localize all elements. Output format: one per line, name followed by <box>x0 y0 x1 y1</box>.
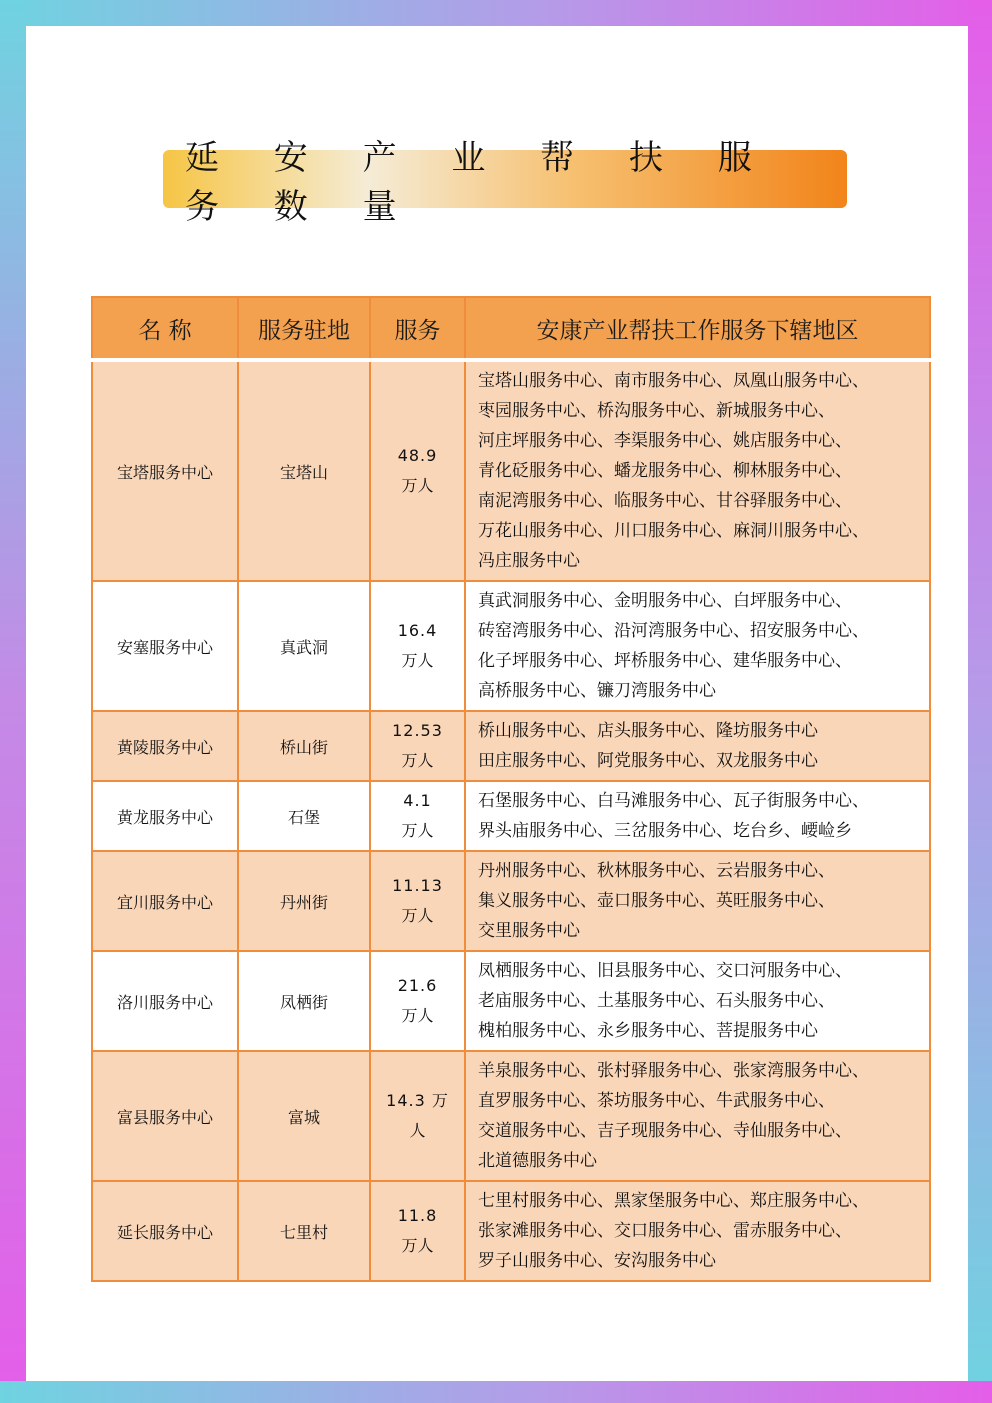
areas-cell <box>465 581 930 711</box>
center-name: 延长服务中心 <box>92 1181 238 1281</box>
center-name: 宜川服务中心 <box>92 851 238 951</box>
service-unit: 万人 <box>401 821 434 840</box>
area-line: 万花山服务中心、川口服务中心、麻洞川服务中心、 <box>478 521 869 541</box>
area-line: 高桥服务中心、镰刀湾服务中心 <box>478 681 716 701</box>
center-location: 桥山街 <box>238 711 370 781</box>
center-location: 真武洞 <box>238 581 370 711</box>
area-line: 张家滩服务中心、交口服务中心、雷赤服务中心、 <box>478 1221 852 1241</box>
area-line: 北道德服务中心 <box>478 1151 597 1171</box>
service-number: 11.8 <box>397 1206 438 1225</box>
service-number: 12.53 <box>392 721 443 740</box>
service-count <box>370 781 465 851</box>
service-count <box>370 360 465 581</box>
service-number: 21.6 <box>397 976 438 995</box>
area-line: 枣园服务中心、桥沟服务中心、新城服务中心、 <box>478 401 835 421</box>
area-line: 槐柏服务中心、永乡服务中心、菩提服务中心 <box>478 1021 818 1041</box>
center-name: 洛川服务中心 <box>92 951 238 1051</box>
center-location: 凤栖街 <box>238 951 370 1051</box>
service-unit: 万人 <box>401 1236 434 1255</box>
frame-top-border <box>0 0 992 26</box>
area-line: 冯庄服务中心 <box>478 551 580 571</box>
page-title: 延 安 产 业 帮 扶 服 务 数 量 <box>185 138 774 227</box>
area-line: 石堡服务中心、白马滩服务中心、瓦子街服务中心、 <box>478 791 869 811</box>
area-line: 砖窑湾服务中心、沿河湾服务中心、招安服务中心、 <box>478 621 869 641</box>
frame-left-border <box>0 0 26 1403</box>
center-name: 黄陵服务中心 <box>92 711 238 781</box>
area-line: 罗子山服务中心、安沟服务中心 <box>478 1251 716 1271</box>
table-row <box>92 1181 930 1281</box>
header-name: 名 称 <box>92 297 238 360</box>
frame-right-border <box>968 0 992 1403</box>
areas-cell <box>465 711 930 781</box>
table-row <box>92 711 930 781</box>
service-number: 14.3 万 <box>386 1091 449 1110</box>
area-line: 七里村服务中心、黑家堡服务中心、郑庄服务中心、 <box>478 1191 869 1211</box>
area-line: 宝塔山服务中心、南市服务中心、凤凰山服务中心、 <box>478 371 869 391</box>
area-line: 羊泉服务中心、张村驿服务中心、张家湾服务中心、 <box>478 1061 869 1081</box>
area-line: 河庄坪服务中心、李渠服务中心、姚店服务中心、 <box>478 431 852 451</box>
header-location: 服务驻地 <box>238 297 370 360</box>
title-banner <box>163 138 847 227</box>
table-row <box>92 360 930 581</box>
areas-cell <box>465 851 930 951</box>
service-unit: 万人 <box>401 1006 434 1025</box>
service-unit: 人 <box>409 1121 426 1140</box>
frame-bottom-border <box>0 1381 992 1403</box>
service-number: 4.1 <box>403 791 432 810</box>
area-line: 青化砭服务中心、蟠龙服务中心、柳林服务中心、 <box>478 461 852 481</box>
service-count <box>370 851 465 951</box>
service-count <box>370 581 465 711</box>
center-name: 黄龙服务中心 <box>92 781 238 851</box>
area-line: 化子坪服务中心、坪桥服务中心、建华服务中心、 <box>478 651 852 671</box>
header-service: 服务 <box>370 297 465 360</box>
area-line: 桥山服务中心、店头服务中心、隆坊服务中心 <box>478 721 818 741</box>
table-row <box>92 951 930 1051</box>
center-location: 富城 <box>238 1051 370 1181</box>
area-line: 交道服务中心、吉子现服务中心、寺仙服务中心、 <box>478 1121 852 1141</box>
center-location: 七里村 <box>238 1181 370 1281</box>
area-line: 田庄服务中心、阿党服务中心、双龙服务中心 <box>478 751 818 771</box>
table-row <box>92 1051 930 1181</box>
service-unit: 万人 <box>401 906 434 925</box>
area-line: 丹州服务中心、秋林服务中心、云岩服务中心、 <box>478 861 835 881</box>
area-line: 真武洞服务中心、金明服务中心、白坪服务中心、 <box>478 591 852 611</box>
service-unit: 万人 <box>401 751 434 770</box>
service-count <box>370 951 465 1051</box>
service-count <box>370 1051 465 1181</box>
area-line: 南泥湾服务中心、临服务中心、甘谷驿服务中心、 <box>478 491 852 511</box>
table-row <box>92 581 930 711</box>
center-name: 安塞服务中心 <box>92 581 238 711</box>
table-header-row <box>92 297 930 360</box>
service-number: 11.13 <box>392 876 443 895</box>
center-name: 富县服务中心 <box>92 1051 238 1181</box>
service-number: 16.4 <box>397 621 438 640</box>
area-line: 老庙服务中心、土基服务中心、石头服务中心、 <box>478 991 835 1011</box>
areas-cell <box>465 1051 930 1181</box>
area-line: 界头庙服务中心、三岔服务中心、圪台乡、崾崄乡 <box>478 821 852 841</box>
center-location: 石堡 <box>238 781 370 851</box>
service-unit: 万人 <box>401 651 434 670</box>
table-row <box>92 781 930 851</box>
areas-cell <box>465 360 930 581</box>
area-line: 交里服务中心 <box>478 921 580 941</box>
service-count <box>370 711 465 781</box>
table-row <box>92 851 930 951</box>
area-line: 直罗服务中心、茶坊服务中心、牛武服务中心、 <box>478 1091 835 1111</box>
areas-cell <box>465 1181 930 1281</box>
service-count <box>370 1181 465 1281</box>
header-areas: 安康产业帮扶工作服务下辖地区 <box>465 297 930 360</box>
service-number: 48.9 <box>397 446 438 465</box>
center-location: 丹州街 <box>238 851 370 951</box>
center-name: 宝塔服务中心 <box>92 360 238 581</box>
service-unit: 万人 <box>401 476 434 495</box>
service-table <box>91 296 931 1282</box>
area-line: 凤栖服务中心、旧县服务中心、交口河服务中心、 <box>478 961 852 981</box>
center-location: 宝塔山 <box>238 360 370 581</box>
area-line: 集义服务中心、壶口服务中心、英旺服务中心、 <box>478 891 835 911</box>
areas-cell <box>465 781 930 851</box>
areas-cell <box>465 951 930 1051</box>
